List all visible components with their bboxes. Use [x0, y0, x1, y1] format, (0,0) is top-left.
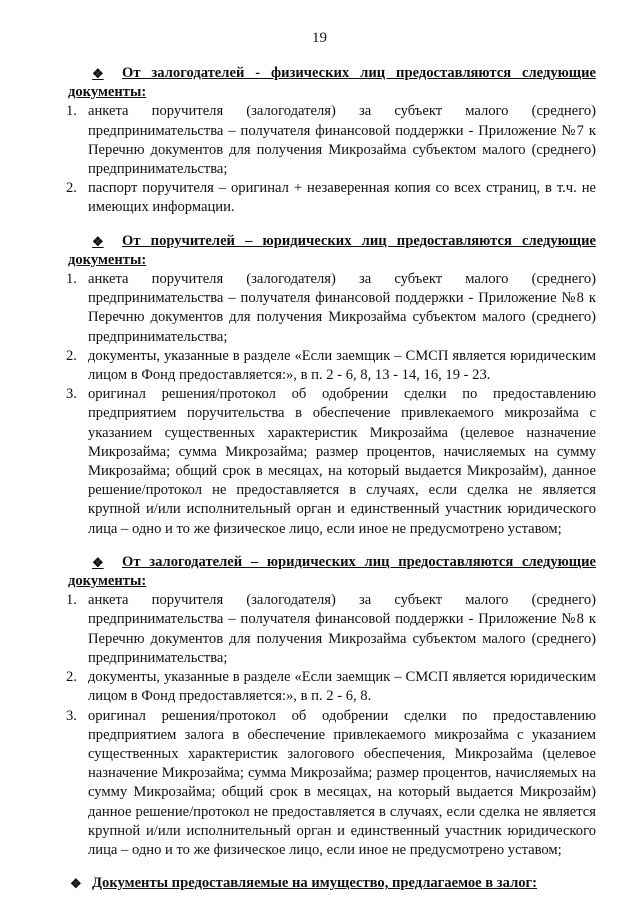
list-item [68, 591, 596, 668]
list-item [68, 179, 596, 217]
section-heading-legal-guarantors [68, 232, 596, 270]
section-heading-line: документы: [68, 573, 147, 590]
list-item [68, 668, 596, 706]
list-item-text: паспорт поручителя – оригинал + незаверенная копия со всех страниц, в т.ч. не имеющих информации. [88, 180, 596, 216]
section-heading-line: документы: [68, 84, 147, 101]
section-heading-line: От залогодателей - физических лиц предоставляются следующие [122, 65, 596, 81]
final-heading-text: Документы предоставляемые на имущество, предлагаемое в залог: [92, 875, 538, 892]
list-item-number: 1. [66, 271, 77, 288]
diamond-bullet-icon: ❖ [92, 554, 104, 570]
list-item [68, 385, 596, 539]
section-heading-legal-pledgers [68, 553, 596, 591]
list-item-text: анкета поручителя (залогодателя) за субъект малого (среднего) предпринимательства – получателя финансовой поддержки - Приложение №8 к Перечню документов для получения Микрозайма субъектом малого (среднего) предпринимательства; [88, 271, 596, 345]
list-item [68, 707, 596, 861]
section-heading-line: От залогодателей – юридических лиц предоставляются следующие [122, 553, 596, 570]
diamond-bullet-icon: ❖ [92, 66, 104, 81]
list-item-text: документы, указанные в разделе «Если заемщик – СМСП является юридическим лицом в Фонд предоставляется:», в п. 2 - 6, 8, 13 - 14, 16, 19 - 23. [88, 347, 596, 384]
list-item-text: анкета поручителя (залогодателя) за субъект малого (среднего) предпринимательства – получателя финансовой поддержки - Приложение №8 к Перечню документов для получения Микрозайма субъектом малого (среднего) предпринимательства; [88, 592, 596, 666]
list-item [68, 102, 596, 179]
document-list [68, 102, 596, 217]
list-item-number: 2. [66, 669, 77, 686]
list-item-number: 1. [66, 592, 77, 609]
list-item-number: 2. [66, 347, 77, 364]
section-heading-line: документы: [68, 251, 147, 268]
list-item-number: 3. [66, 386, 77, 403]
section-heading-line: От поручителей – юридических лиц предоставляются следующие [122, 232, 596, 249]
document-content [68, 64, 596, 893]
diamond-bullet-icon: ❖ [70, 876, 82, 892]
list-item-text: оригинал решения/протокол об одобрении сделки по предоставлению предприятием поручительства в обеспечение привлекаемого микрозайма с указанием существенных характеристик Микрозайма (целевое назначение Микрозайма; сумма Микрозайма; размер процентов, начисляемых на сумму Микрозайма; общий срок в месяцах, на который выдается Микрозайм), данное решение/протокол не предоставляется в случаях, если сделка не является крупной и/или исполнительный орган и единственный участник юридического лица – одно и то же физическое лицо, если иное не предусмотрено уставом; [88, 386, 596, 537]
list-item [68, 347, 596, 385]
section-heading-collateral-property [68, 874, 596, 893]
list-item [68, 270, 596, 347]
list-item-text: оригинал решения/протокол об одобрении сделки по предоставлению предприятием залога в обеспечение привлекаемого микрозайма с указанием существенных характеристик залогового обеспечения, Микрозайма (целевое назначение Микрозайма; сумма Микрозайма; размер процентов, начисляемых на сумму Микрозайма; общий срок в месяцах, на который выдается Микрозайм) данное решение/протокол не предоставляется в случаях, если сделка не является крупной и/или исполнительный орган и единственный участник юридического лица – одно и то же физическое лицо, если иное не предусмотрено уставом; [88, 707, 596, 858]
list-item-number: 2. [66, 180, 77, 197]
list-item-number: 3. [66, 707, 77, 724]
list-item-number: 1. [66, 103, 77, 120]
list-item-text: анкета поручителя (залогодателя) за субъект малого (среднего) предпринимательства – получателя финансовой поддержки - Приложение №7 к Перечню документов для получения Микрозайма субъектом малого (среднего) предпринимательства; [88, 103, 596, 178]
diamond-bullet-icon: ❖ [92, 233, 104, 249]
page-number: 19 [312, 30, 327, 46]
section-heading-individual-pledgers [68, 64, 596, 102]
document-list [68, 591, 596, 860]
list-item-text: документы, указанные в разделе «Если заемщик – СМСП является юридическим лицом в Фонд предоставляется:», в п. 2 - 6, 8. [88, 669, 596, 705]
document-list [68, 270, 596, 539]
